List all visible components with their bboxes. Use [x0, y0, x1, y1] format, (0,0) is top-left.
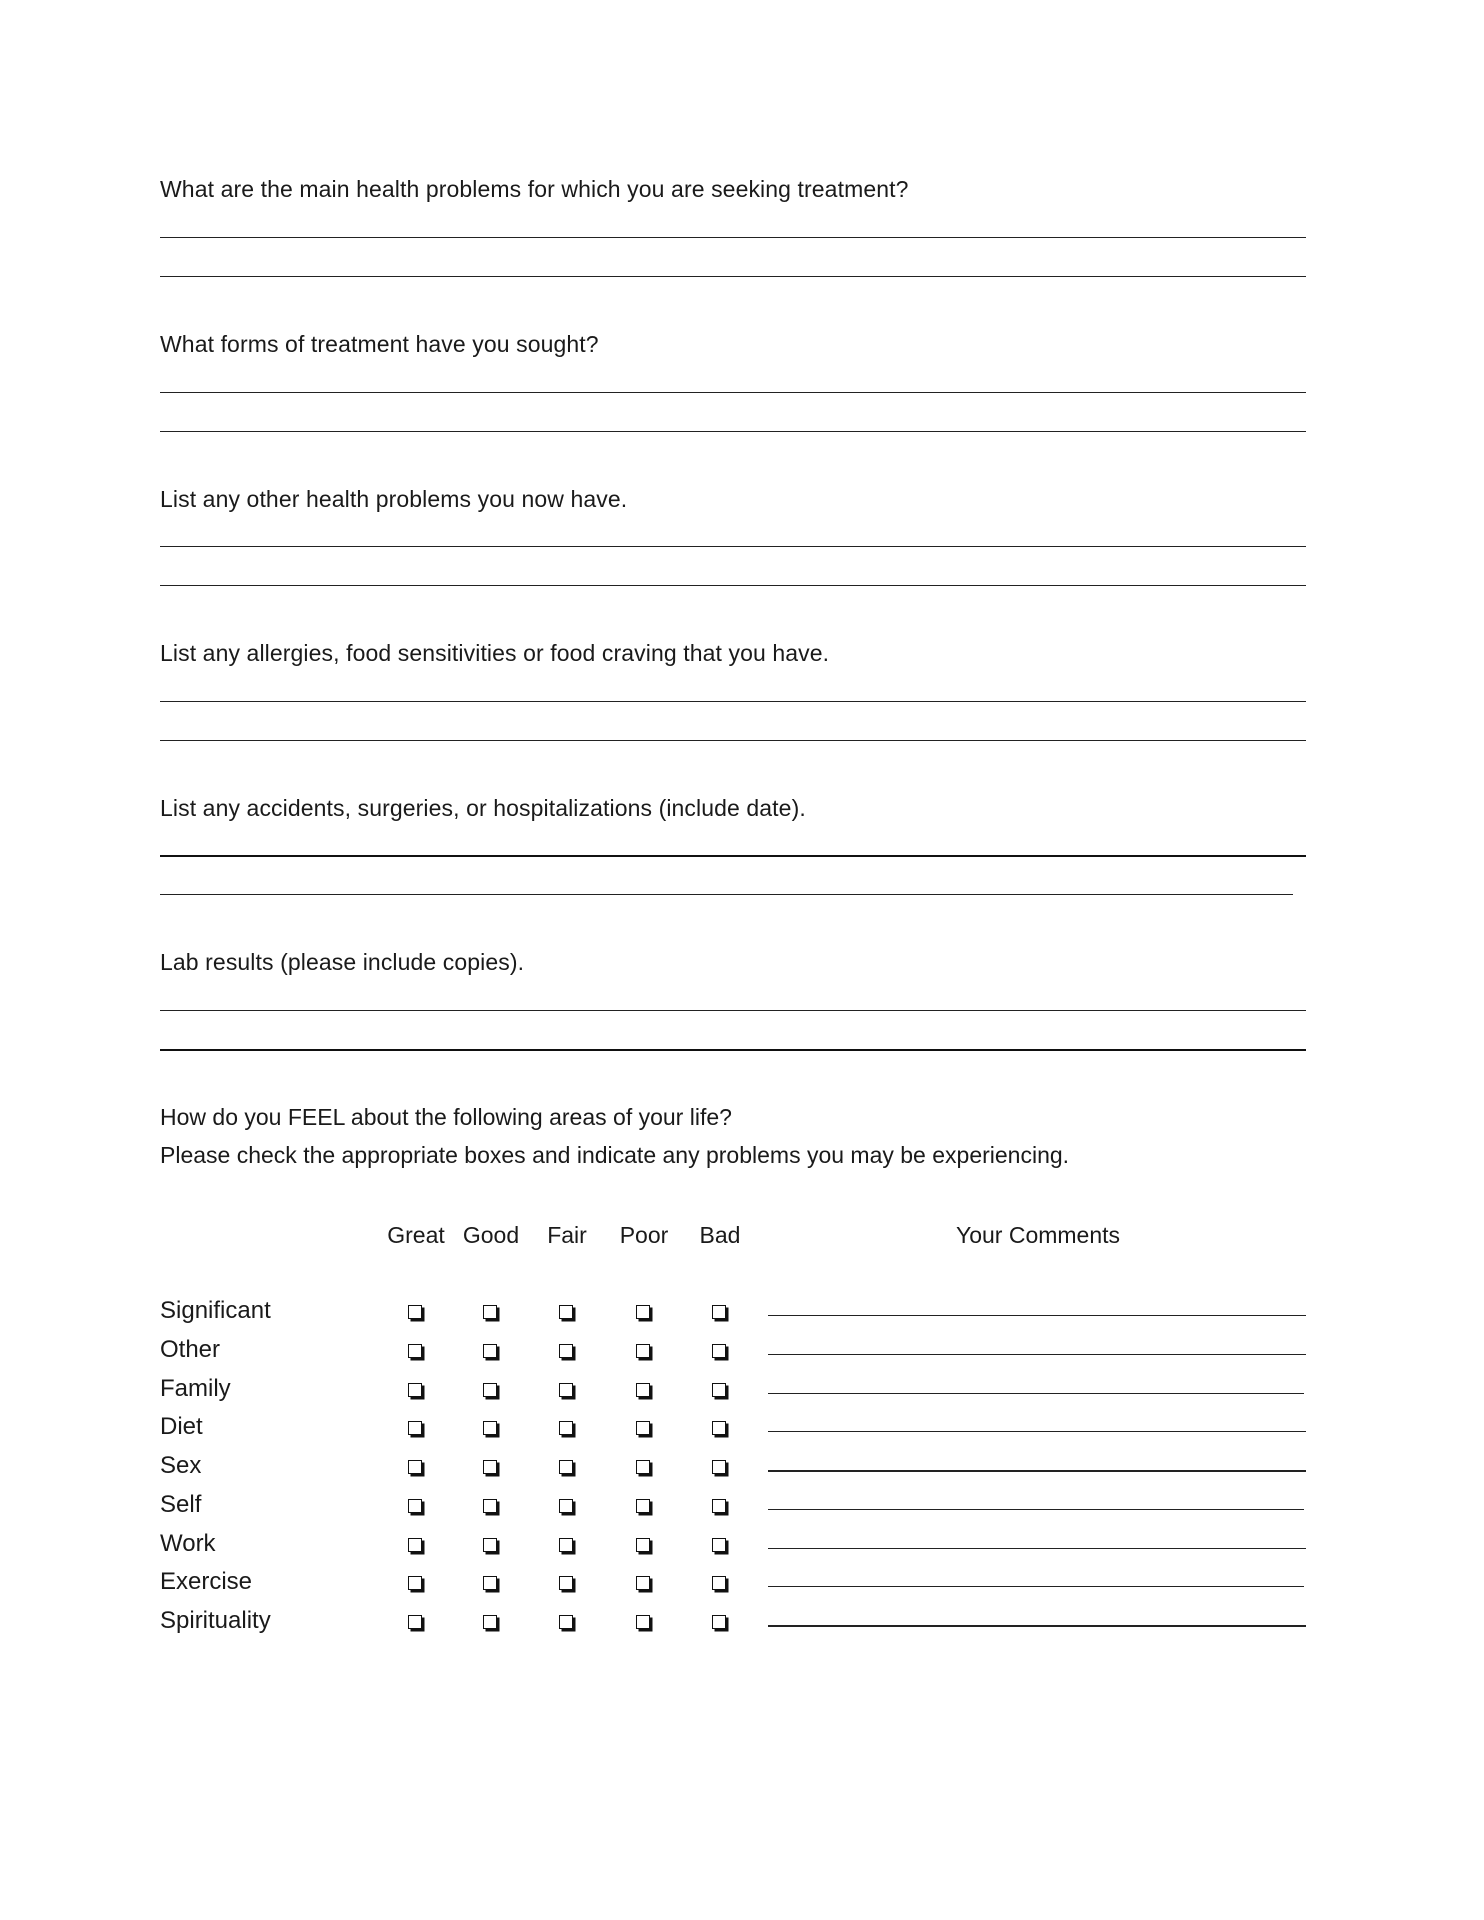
- checkbox-self-fair[interactable]: [559, 1499, 573, 1513]
- checkbox-significant-poor[interactable]: [636, 1305, 650, 1319]
- checkbox-family-good[interactable]: [483, 1383, 497, 1397]
- checkbox-sex-fair[interactable]: [559, 1460, 573, 1474]
- feelings-intro-heading: How do you FEEL about the following areas of your life?: [160, 1104, 732, 1130]
- question-lab-results: Lab results (please include copies).: [160, 949, 525, 975]
- comment-line-other[interactable]: [768, 1354, 1306, 1355]
- answer-line[interactable]: [160, 392, 1306, 393]
- checkbox-self-bad[interactable]: [712, 1499, 726, 1513]
- checkbox-spirituality-fair[interactable]: [559, 1615, 573, 1629]
- checkbox-significant-fair[interactable]: [559, 1305, 573, 1319]
- checkbox-self-great[interactable]: [408, 1499, 422, 1513]
- checkbox-exercise-poor[interactable]: [636, 1576, 650, 1590]
- checkbox-significant-bad[interactable]: [712, 1305, 726, 1319]
- checkbox-sex-bad[interactable]: [712, 1460, 726, 1474]
- comment-line-self[interactable]: [768, 1509, 1304, 1510]
- checkbox-exercise-great[interactable]: [408, 1576, 422, 1590]
- checkbox-family-poor[interactable]: [636, 1383, 650, 1397]
- comment-line-exercise[interactable]: [768, 1586, 1304, 1587]
- checkbox-work-poor[interactable]: [636, 1538, 650, 1552]
- checkbox-significant-great[interactable]: [408, 1305, 422, 1319]
- checkbox-other-bad[interactable]: [712, 1344, 726, 1358]
- answer-line[interactable]: [160, 546, 1306, 547]
- answer-line[interactable]: [160, 237, 1306, 238]
- checkbox-family-fair[interactable]: [559, 1383, 573, 1397]
- question-allergies: List any allergies, food sensitivities or food craving that you have.: [160, 640, 830, 666]
- checkbox-exercise-good[interactable]: [483, 1576, 497, 1590]
- column-header-bad: Bad: [699, 1222, 741, 1248]
- checkbox-other-poor[interactable]: [636, 1344, 650, 1358]
- checkbox-exercise-bad[interactable]: [712, 1576, 726, 1590]
- checkbox-work-fair[interactable]: [559, 1538, 573, 1552]
- feelings-intro-instructions: Please check the appropriate boxes and indicate any problems you may be experiencing.: [160, 1142, 1070, 1168]
- comment-line-diet[interactable]: [768, 1431, 1306, 1432]
- checkbox-diet-bad[interactable]: [712, 1421, 726, 1435]
- answer-line[interactable]: [160, 276, 1306, 277]
- checkbox-work-good[interactable]: [483, 1538, 497, 1552]
- comment-line-significant[interactable]: [768, 1315, 1306, 1316]
- row-label-family: Family: [160, 1375, 231, 1402]
- comment-line-family[interactable]: [768, 1393, 1304, 1394]
- checkbox-self-poor[interactable]: [636, 1499, 650, 1513]
- column-header-fair: Fair: [547, 1222, 587, 1248]
- row-label-significant: Significant: [160, 1297, 271, 1324]
- column-header-great: Great: [387, 1222, 445, 1248]
- checkbox-spirituality-poor[interactable]: [636, 1615, 650, 1629]
- answer-line[interactable]: [160, 740, 1306, 741]
- checkbox-spirituality-great[interactable]: [408, 1615, 422, 1629]
- answer-line[interactable]: [160, 894, 1293, 895]
- question-forms-of-treatment: What forms of treatment have you sought?: [160, 331, 599, 357]
- checkbox-family-bad[interactable]: [712, 1383, 726, 1397]
- answer-line[interactable]: [160, 431, 1306, 432]
- row-label-self: Self: [160, 1491, 202, 1518]
- row-label-diet: Diet: [160, 1413, 203, 1440]
- checkbox-significant-good[interactable]: [483, 1305, 497, 1319]
- column-header-poor: Poor: [619, 1222, 669, 1248]
- checkbox-sex-good[interactable]: [483, 1460, 497, 1474]
- checkbox-other-good[interactable]: [483, 1344, 497, 1358]
- checkbox-family-great[interactable]: [408, 1383, 422, 1397]
- checkbox-other-great[interactable]: [408, 1344, 422, 1358]
- question-accidents-surgeries: List any accidents, surgeries, or hospitalizations (include date).: [160, 795, 806, 821]
- checkbox-diet-great[interactable]: [408, 1421, 422, 1435]
- checkbox-self-good[interactable]: [483, 1499, 497, 1513]
- checkbox-diet-good[interactable]: [483, 1421, 497, 1435]
- question-other-health-problems: List any other health problems you now have.: [160, 486, 628, 512]
- comment-line-sex[interactable]: [768, 1470, 1306, 1472]
- answer-line[interactable]: [160, 855, 1306, 857]
- column-header-your-comments: Your Comments: [955, 1222, 1121, 1248]
- answer-line[interactable]: [160, 585, 1306, 586]
- checkbox-diet-fair[interactable]: [559, 1421, 573, 1435]
- checkbox-work-great[interactable]: [408, 1538, 422, 1552]
- row-label-work: Work: [160, 1530, 216, 1557]
- comment-line-spirituality[interactable]: [768, 1625, 1306, 1627]
- checkbox-sex-poor[interactable]: [636, 1460, 650, 1474]
- row-label-other: Other: [160, 1336, 221, 1363]
- question-main-health-problems: What are the main health problems for which you are seeking treatment?: [160, 176, 909, 202]
- checkbox-other-fair[interactable]: [559, 1344, 573, 1358]
- checkbox-sex-great[interactable]: [408, 1460, 422, 1474]
- checkbox-work-bad[interactable]: [712, 1538, 726, 1552]
- answer-line[interactable]: [160, 1010, 1306, 1011]
- row-label-sex: Sex: [160, 1452, 202, 1479]
- checkbox-diet-poor[interactable]: [636, 1421, 650, 1435]
- row-label-spirituality: Spirituality: [160, 1607, 271, 1634]
- comment-line-work[interactable]: [768, 1548, 1306, 1549]
- row-label-exercise: Exercise: [160, 1568, 253, 1595]
- column-header-good: Good: [462, 1222, 520, 1248]
- checkbox-exercise-fair[interactable]: [559, 1576, 573, 1590]
- answer-line[interactable]: [160, 701, 1306, 702]
- answer-line[interactable]: [160, 1049, 1306, 1051]
- checkbox-spirituality-bad[interactable]: [712, 1615, 726, 1629]
- checkbox-spirituality-good[interactable]: [483, 1615, 497, 1629]
